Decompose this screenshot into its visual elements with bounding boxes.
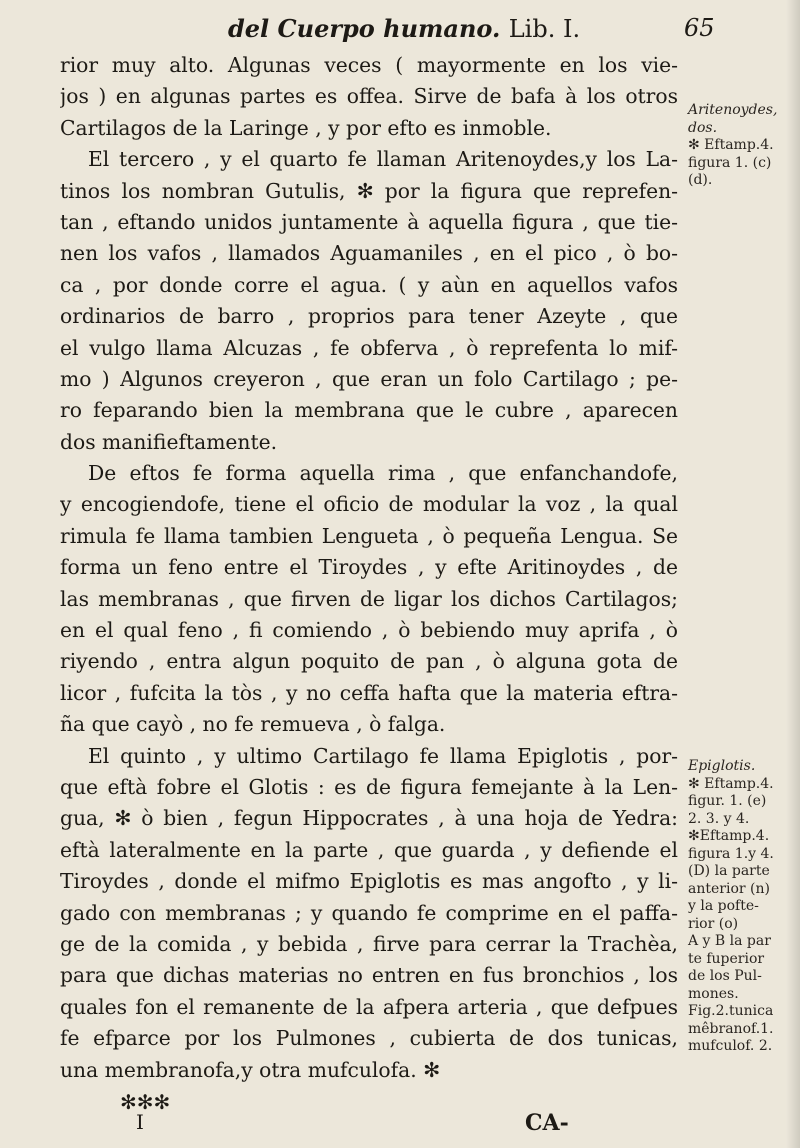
text-line: mo ) Algunos creyeron , que eran un folo Cartilago ; pe-: [60, 366, 678, 391]
text-line: ña que cayò , no fe remueva , ò falga.: [60, 712, 446, 737]
margin-note-line: Epiglotis.: [688, 758, 756, 774]
page-edge-shadow: [786, 0, 800, 1148]
margin-note-line: mones.: [688, 985, 739, 1002]
asterism-ornament: ✻✻✻: [120, 1090, 171, 1114]
margin-note-line: A y B la par: [688, 933, 771, 949]
text-line: eftà lateralmente en la parte , que guarda , y defiende el: [60, 837, 678, 862]
margin-note-line: y la pofte-: [688, 898, 759, 914]
text-line: El quinto , y ultimo Cartilago fe llama Epiglotis , por-: [88, 743, 678, 768]
text-line: rimula fe llama tambien Lengueta , ò pequeña Lengua. Se: [60, 523, 678, 548]
margin-note-line: te fuperior: [688, 950, 765, 967]
running-title: [228, 14, 580, 43]
catchword: CA-: [525, 1110, 569, 1136]
text-line: ordinarios de barro , proprios para tener Azeyte , que: [60, 304, 678, 329]
text-line: en el qual feno , fi comiendo , ò bebiendo muy aprifa , ò: [60, 618, 678, 643]
text-line: fe efparce por los Pulmones , cubierta de dos tunicas,: [60, 1026, 678, 1051]
text-line: las membranas , que firven de ligar los dichos Cartilagos;: [60, 586, 678, 611]
text-line: Tiroydes , donde el mifmo Epiglotis es mas angofto , y li-: [60, 869, 678, 894]
text-line: quales fon el remanente de la afpera arteria , que defpues: [60, 994, 678, 1019]
margin-note-line: ✻Eftamp.4.: [688, 828, 770, 844]
main-text-column: [60, 50, 678, 1086]
running-header: [0, 10, 800, 50]
margin-note-line: figur. 1. (e): [688, 793, 767, 809]
margin-note-line: Aritenoydes,: [688, 102, 778, 118]
margin-note-aritenoydes: [688, 102, 796, 190]
text-line: tinos los nombran Gutulis, ✻ por la figura que reprefen-: [60, 178, 678, 203]
signature-mark: I: [136, 1110, 144, 1134]
margin-note-line: mufculof. 2.: [688, 1038, 773, 1054]
text-line: dos manifieftamente.: [60, 429, 278, 454]
text-line: tan , eftando unidos juntamente à aquella figura , que tie-: [60, 209, 678, 234]
text-line: que eftà fobre el Glotis : es de figura femejante à la Len-: [60, 774, 678, 799]
margin-note-line: ✻ Eftamp.4.: [688, 137, 774, 153]
text-line: para que dichas materias no entren en fus bronchios , los: [60, 963, 678, 988]
text-line: licor , fufcita la tòs , y no ceffa hafta que la materia eftra-: [60, 680, 678, 705]
text-line: De eftos fe forma aquella rima , que enfanchandofe,: [88, 461, 678, 486]
text-line: ro feparando bien la membrana que le cubre , aparecen: [60, 398, 678, 423]
margin-note-line: Fig.2.tunica: [688, 1003, 774, 1019]
margin-note-line: figura 1.y 4.: [688, 845, 774, 862]
margin-note-line: rior (o): [688, 915, 739, 932]
margin-note-line: ✻ Eftamp.4.: [688, 775, 774, 792]
running-title-text: del Cuerpo humano.: [228, 14, 501, 43]
page-footer: [0, 1090, 800, 1148]
text-line: el vulgo llama Alcuzas , fe obferva , ò reprefenta lo mif-: [60, 335, 678, 360]
margin-note-line: mêbranof.1.: [688, 1020, 774, 1037]
page-number: 65: [684, 14, 715, 42]
text-line: gua, ✻ ò bien , fegun Hippocrates , à una hoja de Yedra:: [60, 806, 678, 831]
margin-note-line: figura 1. (c): [688, 154, 772, 171]
text-line: rior muy alto. Algunas veces ( mayormente en los vie-: [60, 53, 678, 77]
margin-note-line: anterior (n): [688, 880, 770, 897]
margin-note-line: (d).: [688, 172, 713, 188]
text-line: riyendo , entra algun poquito de pan , ò alguna gota de: [60, 649, 678, 674]
text-line: Cartilagos de la Laringe , y por efto es inmoble.: [60, 115, 552, 140]
text-line: El tercero , y el quarto fe llaman Aritenoydes,y los La-: [88, 147, 678, 172]
margin-note-epiglotis: [688, 758, 796, 1056]
text-line: nen los vafos , llamados Aguamaniles , en el pico , ò bo-: [60, 241, 678, 266]
text-line: ge de la comida , y bebida , firve para cerrar la Trachèa,: [60, 931, 678, 956]
text-line: gado con membranas ; y quando fe comprime en el paffa-: [60, 900, 678, 925]
text-line: ca , por donde corre el agua. ( y aùn en aquellos vafos: [60, 272, 678, 297]
text-line: y encogiendofe, tiene el oficio de modular la voz , la qual: [60, 492, 678, 517]
text-line: una membranofa,y otra mufculofa. ✻: [60, 1057, 441, 1082]
book-number: Lib. I.: [508, 15, 581, 43]
text-line: forma un feno entre el Tiroydes , y efte Aritinoydes , de: [60, 555, 678, 580]
margin-note-line: de los Pul-: [688, 968, 762, 984]
margin-note-line: (D) la parte: [688, 863, 770, 879]
margin-note-line: dos.: [688, 119, 718, 136]
margin-note-line: 2. 3. y 4.: [688, 810, 750, 827]
text-line: jos ) en algunas partes es offea. Sirve de bafa à los otros: [60, 84, 678, 109]
